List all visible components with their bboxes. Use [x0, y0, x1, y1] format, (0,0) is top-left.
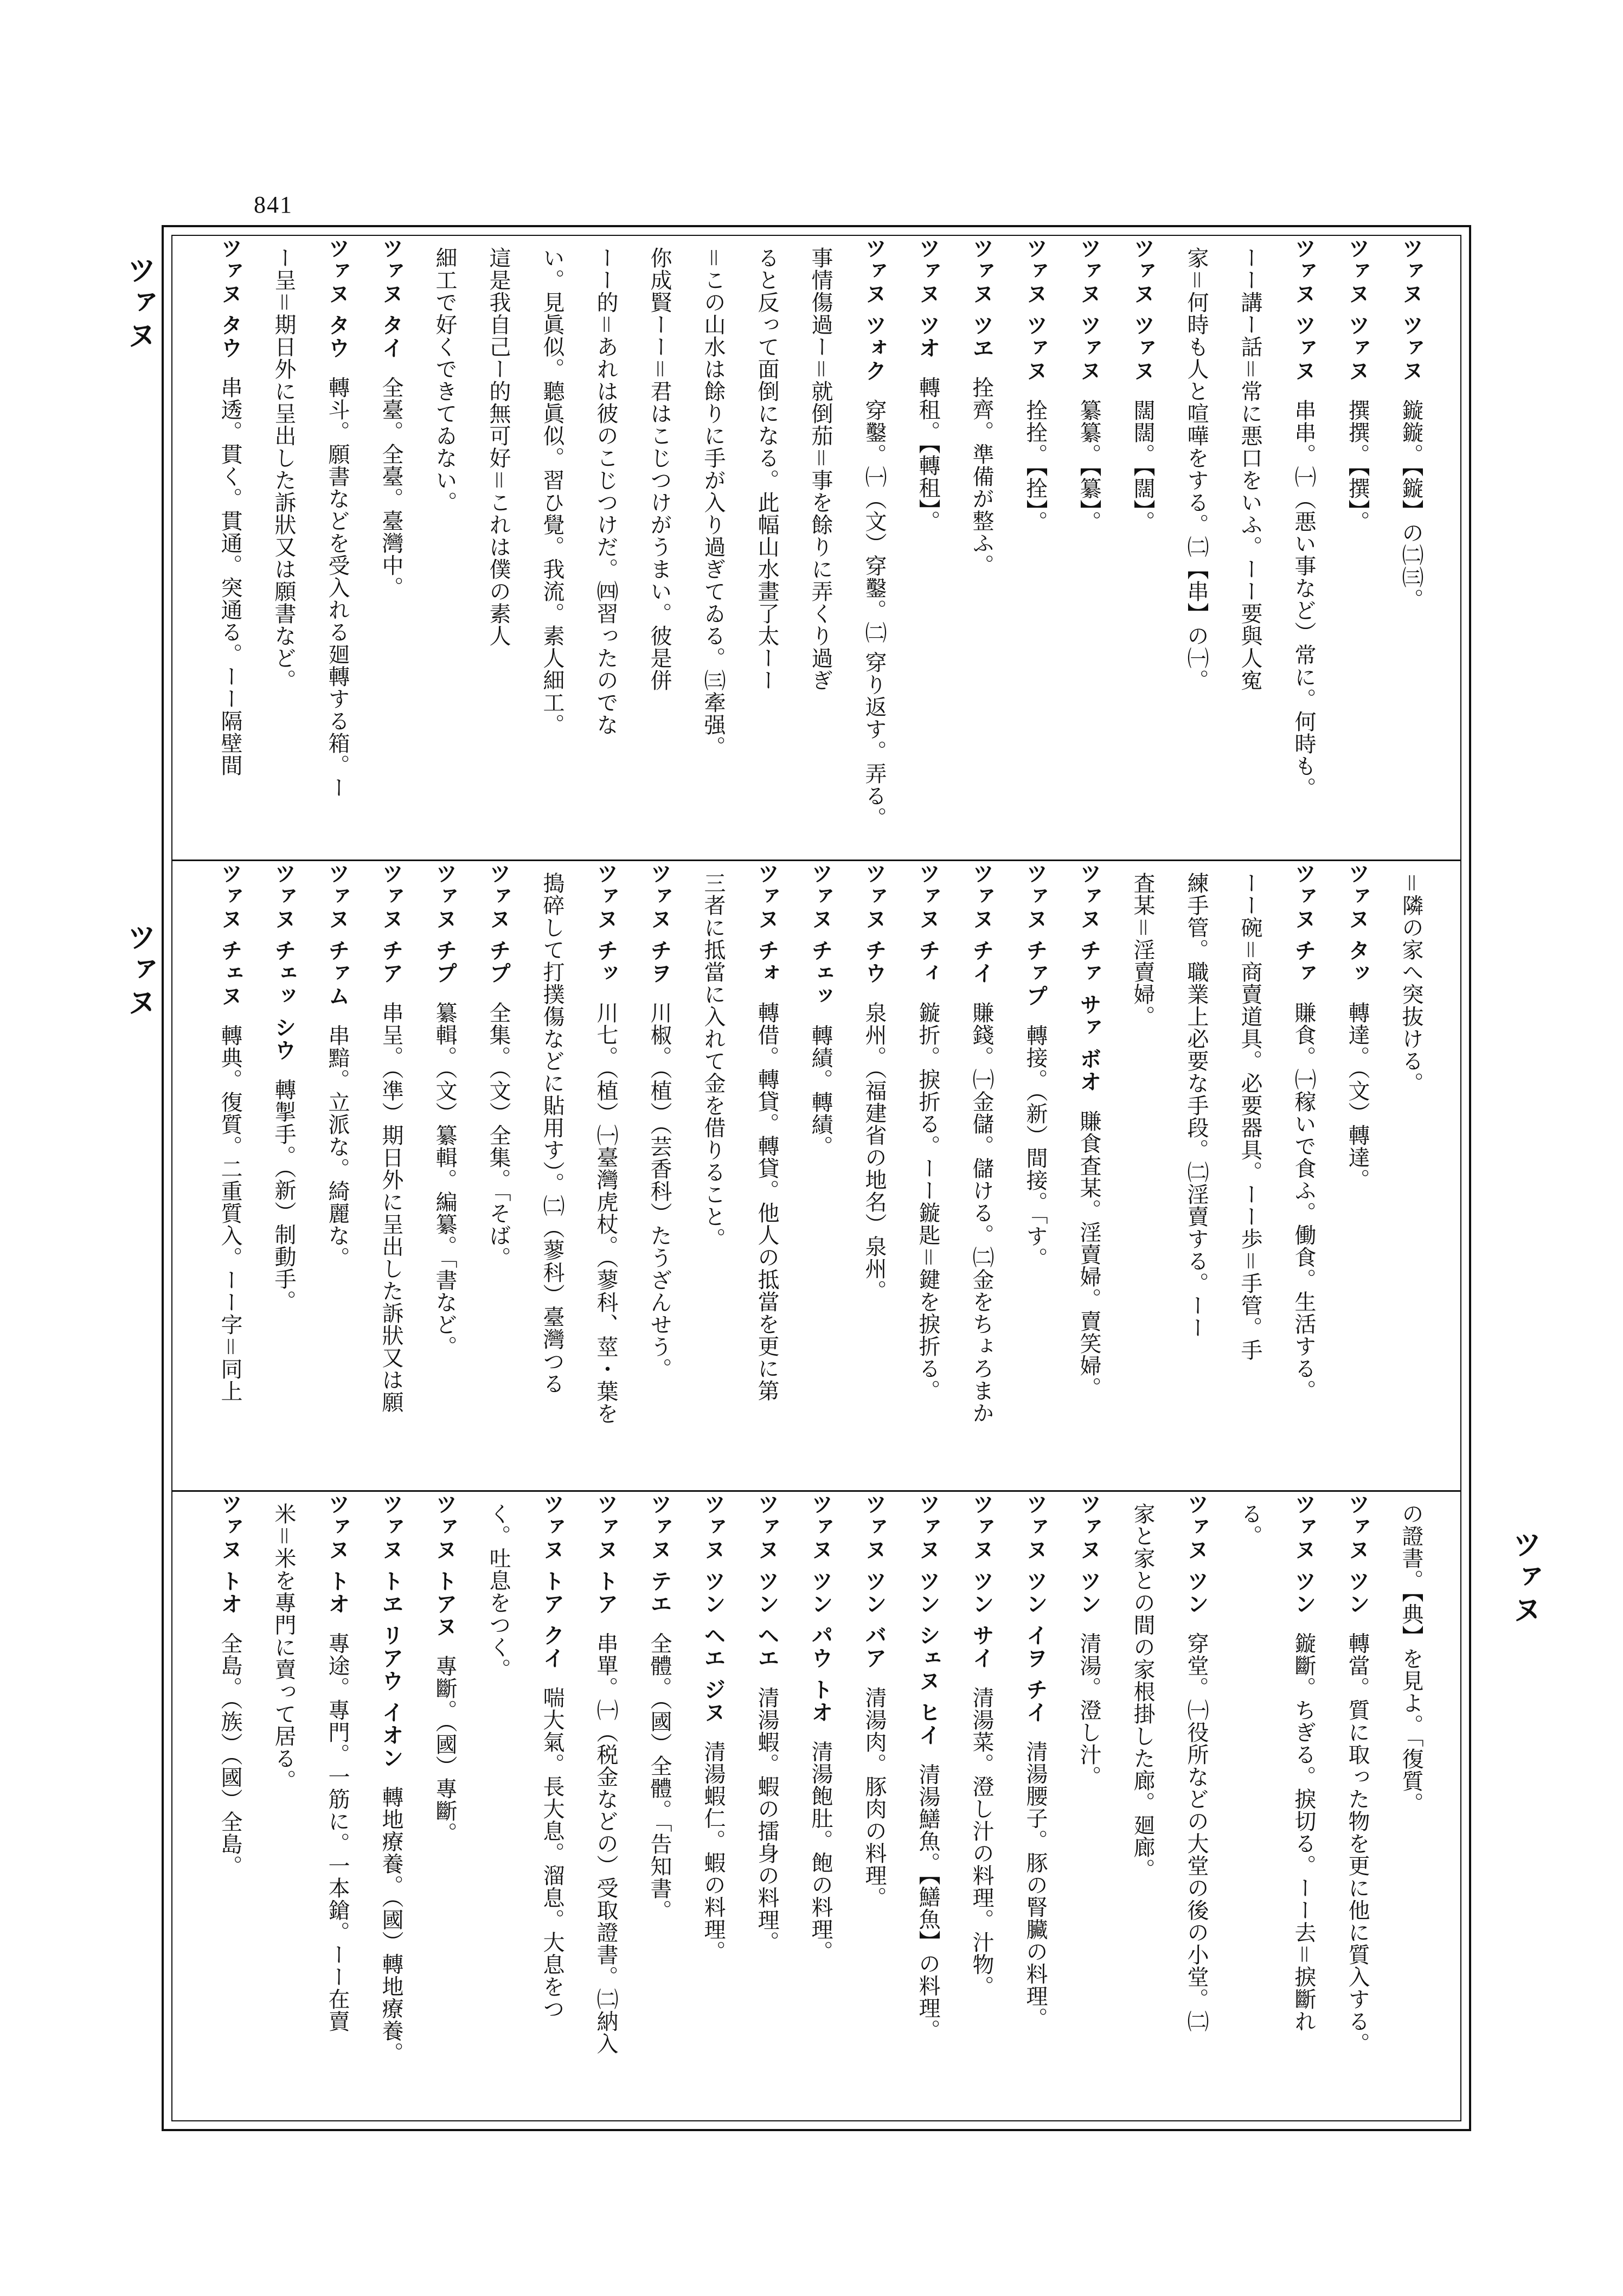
entry-column-list [174, 237, 1459, 858]
entry-headword: ツァヌ ツオ [915, 237, 940, 360]
dictionary-entry [740, 237, 793, 858]
dictionary-entry [901, 237, 954, 858]
dictionary-entry [901, 1493, 954, 2122]
side-label-middle: ツァヌ [123, 922, 157, 1019]
dictionary-entry [203, 237, 256, 858]
entry-definition: 清湯飽肚。飽の料理。 [808, 1740, 833, 1963]
entry-definition: 拴拴。【拴】。 [1023, 399, 1048, 533]
dictionary-band-bottom [174, 1493, 1459, 2122]
entry-definition: ＝この山水は餘りに手が入り過ぎてゐる。㈢牽强。 [701, 247, 726, 758]
entry-headword: ツァヌ チォ [754, 862, 779, 985]
entry-definition: 清湯腰子。豚の腎臟の料理。 [1023, 1740, 1048, 2030]
dictionary-entry [418, 862, 471, 1489]
entry-headword: ツァヌ チァ [1291, 862, 1316, 985]
dictionary-entry [1169, 862, 1223, 1489]
entry-headword: ツァヌ タウ [217, 237, 242, 360]
dictionary-entry [954, 237, 1008, 858]
entry-definition: 你成賢ーー＝君はこじつけがうまい。彼是併 [647, 247, 672, 691]
entry-headword: ツァヌ トア [593, 1493, 618, 1615]
entry-definition: ると反って面倒になる。此幅山水畫了太ーー [754, 247, 779, 691]
dictionary-entry [793, 862, 847, 1489]
dictionary-entry [310, 862, 364, 1489]
entry-definition: ー呈＝期日外に呈出した訴狀又は願書など。 [271, 247, 296, 691]
entry-definition: 鏇斷。ちぎる。捩切る。ーー去＝捩斷れ [1291, 1632, 1316, 2032]
dictionary-band-top [174, 237, 1459, 858]
entry-column-list [174, 1493, 1459, 2122]
entry-definition: 專斷。（國）專斷。 [432, 1654, 457, 1844]
dictionary-entry [256, 862, 310, 1489]
entry-definition: 賺錢。㈠金儲。儲ける。㈡金をちょろまか [969, 1001, 994, 1424]
dictionary-entry [1115, 862, 1169, 1489]
entry-definition: 賺食査某。淫賣婦。賣笑婦。 [1076, 1109, 1101, 1399]
dictionary-entry [1330, 1493, 1384, 2122]
entry-definition: 家＝何時も人と喧嘩をする。㈡【串】の㈠。 [1184, 247, 1209, 691]
entry-definition: 專途。專門。一筋に。一本鎗。ーー在賣 [325, 1632, 350, 2032]
band-divider [171, 860, 1461, 861]
entry-definition: 全島。（族）（國）全島。 [217, 1632, 242, 1877]
entry-definition: 全集。（文）全集。「そば。 [486, 1001, 511, 1269]
entry-headword: ツァヌ ツヱ [969, 237, 994, 360]
entry-headword: ツァヌ チァ サァ ボオ [1076, 862, 1101, 1093]
entry-definition: 串透。貫く。貫通。突通る。ーー隔壁間 [217, 376, 242, 777]
entry-definition: 轉斗。願書などを受入れる廻轉する箱。ー [325, 376, 350, 799]
entry-headword: ツァヌ ツン イヲ チイ [1023, 1493, 1048, 1724]
entry-definition: 川椒。（植）（芸香科）たうざんせう。 [647, 1001, 672, 1380]
dictionary-entry [418, 237, 471, 858]
entry-definition: 鏇鏇。【鏇】の㈡㈢。 [1399, 399, 1423, 611]
dictionary-entry [1276, 1493, 1330, 2122]
entry-headword: ツァヌ トア クイ [540, 1493, 564, 1670]
dictionary-entry [471, 237, 525, 858]
dictionary-entry [471, 1493, 525, 2122]
entry-headword: ツァヌ ツン [1345, 1493, 1370, 1615]
dictionary-entry [1223, 237, 1276, 858]
dictionary-entry [364, 1493, 418, 2122]
entry-headword: ツァヌ チア [379, 862, 403, 985]
dictionary-entry [418, 1493, 471, 2122]
entry-headword: ツァヌ チィ [915, 862, 940, 985]
entry-headword: ツァヌ チウ [862, 862, 887, 985]
entry-definition: く。吐息をつく。 [486, 1503, 511, 1681]
dictionary-entry [686, 862, 740, 1489]
entry-definition: 三者に抵當に入れて金を借りること。 [701, 872, 726, 1250]
entry-headword: ツァヌ トヱ リアウ イオン [379, 1493, 403, 1769]
dictionary-entry [1169, 237, 1223, 858]
dictionary-entry [1330, 237, 1384, 858]
entry-definition: 這是我自己ー的無可好＝これは僕の素人 [486, 247, 511, 647]
entry-headword: ツァヌ ツン パウ トオ [808, 1493, 833, 1724]
entry-definition: 串串。㈠（悪い事など）常に。何時も。 [1291, 399, 1316, 799]
dictionary-entry [310, 1493, 364, 2122]
entry-headword: ツァヌ トアヌ [432, 1493, 457, 1638]
entry-definition: 泉州。（福建省の地名）泉州。 [862, 1001, 887, 1302]
entry-definition: 清湯肉。豚肉の料理。 [862, 1686, 887, 1909]
entry-definition: 轉當。質に取った物を更に他に質入する。 [1345, 1632, 1370, 2055]
entry-definition: 全體。（國）全體。「告知書。 [647, 1632, 672, 1922]
dictionary-entry [203, 1493, 256, 2122]
entry-definition: 喘大氣。長大息。溜息。大息をつ [540, 1686, 564, 2020]
entry-headword: ツァヌ タウ [325, 237, 350, 360]
entry-headword: ツァヌ チェヌ [217, 862, 242, 1008]
entry-headword: ツァヌ テエ [647, 1493, 672, 1615]
entry-definition: 練手管。職業上必要な手段。㈡淫賣する。ーー [1184, 872, 1209, 1339]
entry-headword: ツァヌ ツァヌ [1076, 237, 1101, 382]
dictionary-entry [1062, 862, 1115, 1489]
entry-headword: ツァヌ チヲ [647, 862, 672, 985]
dictionary-entry [1115, 1493, 1169, 2122]
dictionary-entry [1384, 862, 1438, 1489]
entry-definition: 川七。（植）㈠臺灣虎杖。（蓼科、莖・葉を [593, 1001, 618, 1425]
dictionary-entry [1330, 862, 1384, 1489]
dictionary-entry [1062, 237, 1115, 858]
entry-headword: ツァヌ ツン ヘエ [754, 1493, 779, 1670]
entry-headword: ツァヌ ツァヌ [1023, 237, 1048, 382]
entry-headword: ツァヌ ツァヌ [1130, 237, 1155, 382]
dictionary-entry [847, 862, 901, 1489]
entry-definition: 鏇折。捩折る。ーー鏇匙＝鍵を捩折る。 [915, 1001, 940, 1402]
dictionary-entry [954, 1493, 1008, 2122]
entry-headword: ツァヌ ツン サイ [969, 1493, 994, 1670]
dictionary-entry [471, 862, 525, 1489]
dictionary-entry [847, 1493, 901, 2122]
entry-headword: ツァヌ ツン [1291, 1493, 1316, 1615]
dictionary-entry [1384, 237, 1438, 858]
dictionary-entry [1008, 1493, 1062, 2122]
entry-definition: ーー講ー話＝常に悪口をいふ。ーー要與人寃 [1237, 247, 1262, 691]
entry-definition: い。見眞似。聽眞似。習ひ覺。我流。素人細工。 [540, 247, 564, 736]
entry-definition: 纂纂。【纂】。 [1076, 399, 1101, 533]
entry-definition: 轉借。轉貸。轉貸。他人の抵當を更に第 [754, 1001, 779, 1402]
entry-definition: 纂輯。（文）纂輯。編纂。「書など。 [432, 1001, 457, 1358]
dictionary-entry [1008, 237, 1062, 858]
entry-headword: ツァヌ ツン [1184, 1493, 1209, 1615]
entry-column-list [174, 862, 1459, 1489]
dictionary-entry [256, 237, 310, 858]
dictionary-entry [579, 862, 632, 1489]
entry-definition: 清湯鱔魚。【鱔魚】の料理。 [915, 1763, 940, 2042]
dictionary-entry [901, 862, 954, 1489]
entry-headword: ツァヌ トオ [217, 1493, 242, 1615]
dictionary-entry [1223, 862, 1276, 1489]
dictionary-band-middle [174, 862, 1459, 1489]
entry-headword: ツァヌ ツォク [862, 237, 887, 382]
entry-definition: 穿堂。㈠役所などの大堂の後の小堂。㈡ [1184, 1632, 1209, 2032]
entry-definition: 闊闊。【闊】。 [1130, 399, 1155, 533]
side-label-bottom: ツァヌ [1508, 1529, 1543, 1627]
entry-definition: 轉地療養。（國）轉地療養。 [379, 1786, 403, 2064]
entry-definition: の證書。【典】を見よ。「復質。 [1399, 1503, 1423, 1814]
entry-definition: 撰撰。【撰】。 [1345, 399, 1370, 533]
entry-definition: 清湯菜。澄し汁の料理。汁物。 [969, 1686, 994, 1998]
dictionary-entry [954, 862, 1008, 1489]
dictionary-entry [1169, 1493, 1223, 2122]
dictionary-entry [1384, 1493, 1438, 2122]
entry-definition: ＝隣の家へ突抜ける。 [1399, 872, 1423, 1094]
entry-headword: ツァヌ トオ [325, 1493, 350, 1615]
dictionary-entry [740, 862, 793, 1489]
page-number: 841 [254, 191, 293, 218]
entry-definition: 搗碎して打撲傷などに貼用す）。㈡（蓼科）臺灣つる [540, 872, 564, 1395]
entry-headword: ツァヌ ツン バア [862, 1493, 887, 1670]
entry-definition: 細工で好くできてゐない。 [432, 247, 457, 514]
dictionary-entry [364, 862, 418, 1489]
band-divider [171, 1490, 1461, 1492]
dictionary-entry [364, 237, 418, 858]
dictionary-entry [847, 237, 901, 858]
entry-definition: 査某＝淫賣婦。 [1130, 872, 1155, 1028]
dictionary-entry [793, 1493, 847, 2122]
entry-definition: 家と家との間の家根掛した廊。廻廊。 [1130, 1503, 1155, 1881]
dictionary-entry [632, 862, 686, 1489]
entry-definition: 清湯蝦仁。蝦の料理。 [701, 1740, 726, 1963]
dictionary-entry [256, 1493, 310, 2122]
dictionary-entry [686, 1493, 740, 2122]
dictionary-entry [686, 237, 740, 858]
entry-definition: 串單。㈠（税金などの）受取證書。㈡納入 [593, 1632, 618, 2055]
dictionary-entry [1115, 237, 1169, 858]
dictionary-entry [1008, 862, 1062, 1489]
side-label-top: ツァヌ [123, 255, 157, 352]
entry-definition: 轉績。轉績。 [808, 1024, 833, 1158]
entry-definition: 清湯。澄し汁。 [1076, 1632, 1101, 1788]
entry-definition: 全臺。全臺。臺灣中。 [379, 376, 403, 599]
entry-definition: 串黯。立派な。綺麗な。 [325, 1024, 350, 1269]
entry-headword: ツァヌ ツァヌ [1291, 237, 1316, 382]
entry-headword: ツァヌ チプ [486, 862, 511, 985]
entry-definition: 轉典。復質。二重質入。ーー字＝同上 [217, 1024, 242, 1402]
dictionary-entry [632, 1493, 686, 2122]
entry-headword: ツァヌ チッ [593, 862, 618, 985]
entry-headword: ツァヌ ツン ヘエ ジヌ [701, 1493, 726, 1724]
entry-definition: ーー碗＝商賣道具。必要器具。ーー歩＝手管。手 [1237, 872, 1262, 1361]
entry-headword: ツァヌ ツン シェヌ ヒイ [915, 1493, 940, 1747]
entry-definition: 轉掣手。（新）制動手。 [271, 1078, 296, 1312]
entry-headword: ツァヌ チァム [325, 862, 350, 1008]
dictionary-entry [310, 237, 364, 858]
dictionary-entry [793, 237, 847, 858]
entry-headword: ツァヌ チァプ [1023, 862, 1048, 1008]
entry-definition: 拴齊。準備が整ふ。 [969, 376, 994, 576]
dictionary-frame [162, 225, 1471, 2131]
entry-headword: ツァヌ ツン [1076, 1493, 1101, 1615]
entry-headword: ツァヌ チェッ [808, 862, 833, 1008]
dictionary-entry [1276, 237, 1330, 858]
dictionary-entry [740, 1493, 793, 2122]
entry-definition: 賺食。㈠稼いで食ふ。働食。生活する。 [1291, 1001, 1316, 1402]
entry-definition: ーー的＝あれは彼のこじつけだ。㈣習ったのでな [593, 247, 618, 736]
entry-headword: ツァヌ タイ [379, 237, 403, 360]
dictionary-entry [1062, 1493, 1115, 2122]
dictionary-entry [203, 862, 256, 1489]
entry-headword: ツァヌ チェッ シウ [271, 862, 296, 1062]
dictionary-entry [1276, 862, 1330, 1489]
entry-definition: 轉租。【轉租】。 [915, 376, 940, 533]
dictionary-entry [579, 237, 632, 858]
entry-definition: 清湯蝦。蝦の擂身の料理。 [754, 1686, 779, 1953]
entry-definition: 轉達。（文）轉達。 [1345, 1001, 1370, 1191]
dictionary-entry [579, 1493, 632, 2122]
dictionary-entry [525, 237, 579, 858]
dictionary-entry [1223, 1493, 1276, 2122]
dictionary-entry [525, 1493, 579, 2122]
entry-headword: ツァヌ ツァヌ [1399, 237, 1423, 382]
entry-headword: ツァヌ チプ [432, 862, 457, 985]
dictionary-entry [525, 862, 579, 1489]
entry-definition: 串呈。（凖）期日外に呈出した訴狀又は願 [379, 1001, 403, 1413]
entry-definition: る。 [1237, 1503, 1262, 1547]
entry-definition: 米＝米を專門に賣って居る。 [271, 1503, 296, 1792]
dictionary-entry [632, 237, 686, 858]
entry-definition: 轉接。（新）間接。「す。 [1023, 1024, 1048, 1269]
entry-definition: 事情傷過ー＝就倒茄＝事を餘りに弄くり過ぎ [808, 247, 833, 691]
entry-headword: ツァヌ ツァヌ [1345, 237, 1370, 382]
entry-headword: ツァヌ チイ [969, 862, 994, 985]
entry-definition: 穿鑿。㈠（文）穿鑿。㈡ 穿り返す。弄る。 [862, 399, 887, 829]
entry-headword: ツァヌ タッ [1345, 862, 1370, 985]
